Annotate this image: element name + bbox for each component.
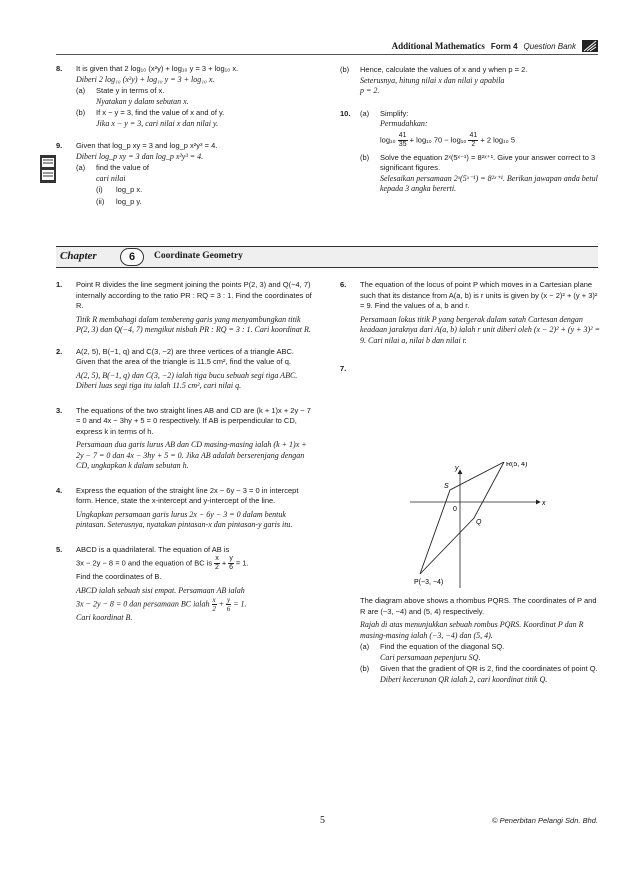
question-6: 6. The equation of the locus of point P which moves in a Cartesian plane such that its distance from A(a, b) is r units is given by (x − 2)² + (y + 3)² = 9. Find the values of a, b and r. Persamaan lokus titik P yang bergerak dalam satah Cartesan dengan keadaan jaraknya dari A(a, b) ialah r unit diberi oleh (x − 2)² + (y + 3)² = 9. Cari nilai a, nilai b dan nilai r. — [340, 280, 600, 345]
q8-text-en: It is given that 2 log₁₀ (x²y) + log₁₀ y = 3 + log₁₀ x. — [76, 64, 239, 73]
subject-title: Additional Mathematics — [391, 41, 485, 51]
q8-text-ms: Diberi 2 log₁₀ (x²y) + log₁₀ y = 3 + log₁₀ x. — [76, 74, 215, 84]
rhombus-pqrs — [420, 462, 504, 574]
question-2: 2. A(2, 5), B(−1, q) and C(3, −2) are three vertices of a triangle ABC. Given that the area of the triangle is 11.5 cm², find the value of q. A(2, 5), B(−1, q) dan C(3, −2) ialah tiga bucu sebuah segi tiga ABC. Diberi luas segi tiga itu ialah 11.5 cm², cari nilai q. — [56, 346, 298, 390]
question-10: 10. (a) Simplify: Permudahkan: log₁₀ $\frac{41}{35}$ + log₁₀ 70 − log₁₀ $\frac{41}{2}$ + 2 log₁₀ 5 — [340, 108, 516, 148]
chapter-title: Coordinate Geometry — [154, 251, 243, 261]
page-number: 5 — [320, 815, 325, 826]
question-1: 1. Point R divides the line segment joining the points P(2, 3) and Q(−4, 7) internally according to the ratio PR : RQ = 3 : 1. Find the coordinates of R. Titik R membahagi dalam tembereng garis yang menyambungkan titik P(2, 3) dan Q(−4, 7) mengikut nisbah PR : RQ = 3 : 1. Cari koordinat R. — [56, 280, 312, 334]
header-rule — [56, 54, 598, 55]
question-8: 8. It is given that 2 log₁₀ (x²y) + log₁₀ y = 3 + log₁₀ x. Diberi 2 log₁₀ (x²y) + log₁₀ y = 3 + log₁₀ x. (a) State y in terms of x. Nyatakan y dalam sebutan x. (b) If x − y = 3, find the value of x and of y. Jika x − y = 3, cari nilai x dan nilai y. — [56, 64, 314, 129]
question-7: 7. — [340, 364, 347, 373]
rhombus-diagram — [400, 462, 550, 590]
point-s-label: S — [444, 483, 449, 490]
stripes-logo-icon — [582, 40, 598, 52]
question-10b: (b) Solve the equation 2ˣ(5ˣ⁻¹) = 8²ˣ⁺¹. Give your answer correct to 3 significant figures. Selesaikan persamaan 2ˣ(5ˣ⁻¹) = 8²ˣ⁺¹. Berikan jawapan anda betul kepada 3 angka bererti. — [360, 152, 598, 193]
y-axis-label: y — [455, 465, 459, 472]
bank-label: Question Bank — [523, 41, 576, 51]
chapter-band — [56, 246, 598, 268]
question-5: 5. ABCD is a quadrilateral. The equation of AB is 3x − 2y − 8 = 0 and the equation of BC is $\frac{x}{2}$ + $\frac{y}{6}$ = 1. Find the coordinates of B. ABCD ialah sebuah sisi empat. Persamaan AB ialah 3x − 2y − 8 = 0 dan persamaan BC ialah $\frac{x}{2}$ + $\frac{y}{6}$ = 1. Cari koordinat B. — [56, 544, 249, 622]
top-left-questions — [56, 64, 314, 207]
form-label: Form 4 — [490, 41, 518, 51]
page-header — [392, 40, 598, 52]
chapter-left-column — [56, 280, 314, 624]
question-7-text: The diagram above shows a rhombus PQRS. The coordinates of P and R are (−3, −4) and (5, 4) respectively. Rajah di atas menunjukkan sebuah rombus PQRS. Koordinat P dan R masing-masing ialah (−3, −4) dan (5, 4). (a) Find the equation of the diagonal SQ. Cari persamaan pepenjuru SQ. (b) Given that the gradient of QR is 2, find the coordinates of point Q. Diberi kecerunan QR ialah 2, cari koordinat titik Q. — [360, 596, 598, 684]
book-icon — [40, 155, 56, 183]
chapter-number: 6 — [120, 248, 144, 266]
question-3: 3. The equations of the two straight lines AB and CD are (k + 1)x + 2y − 7 = 0 and 4x − 3hy + 5 = 0 respectively. If AB is perpendicular to CD, express k in terms of h. Persamaan dua garis lurus AB dan CD masing-masing ialah (k + 1)x + 2y − 7 = 0 dan 4x − 3hy + 5 = 0. Jika AB adalah berserenjang dengan CD, ungkapkan k dalam sebutan h. — [56, 405, 311, 470]
point-p-label: P(−3, −4) — [414, 579, 444, 586]
point-r-label: R(5, 4) — [506, 462, 528, 468]
top-right-questions — [340, 64, 602, 195]
q10-expression: log₁₀ $\frac{41}{35}$ + log₁₀ 70 − log₁₀ $\frac{41}{2}$ + 2 log₁₀ 5 — [380, 131, 516, 148]
chapter-label: Chapter — [60, 250, 97, 262]
question-9: 9. Given that log_p xy = 3 and log_p x²y³ = 4. Diberi log_p xy = 3 dan log_p x²y³ = 4. (a) find the value of cari nilai (i) log_p x. (ii) log_p y. — [56, 141, 314, 207]
q9-text-ms: Diberi log_p xy = 3 dan log_p x²y³ = 4. — [76, 151, 204, 161]
question-4: 4. Express the equation of the straight line 2x − 6y − 3 = 0 in intercept form. Hence, state the x-intercept and y-intercept of the line. Ungkapkan persamaan garis lurus 2x − 6y − 3 = 0 dalam bentuk pintasan. Seterusnya, nyatakan pintasan-x dan pintasan-y garis itu. — [56, 485, 299, 529]
question-8b: (b) Hence, calculate the values of x and y when p = 2. Seterusnya, hitung nilai x dan nilai y apabila p = 2. — [340, 65, 528, 95]
publisher-credit: © Penerbitan Pelangi Sdn. Bhd. — [491, 816, 598, 825]
q9-text-en: Given that log_p xy = 3 and log_p x²y³ = 4. — [76, 141, 218, 150]
chapter-right-column — [340, 280, 602, 375]
x-axis-label: x — [542, 500, 546, 507]
origin-label: 0 — [453, 506, 457, 513]
point-q-label: Q — [476, 519, 482, 526]
